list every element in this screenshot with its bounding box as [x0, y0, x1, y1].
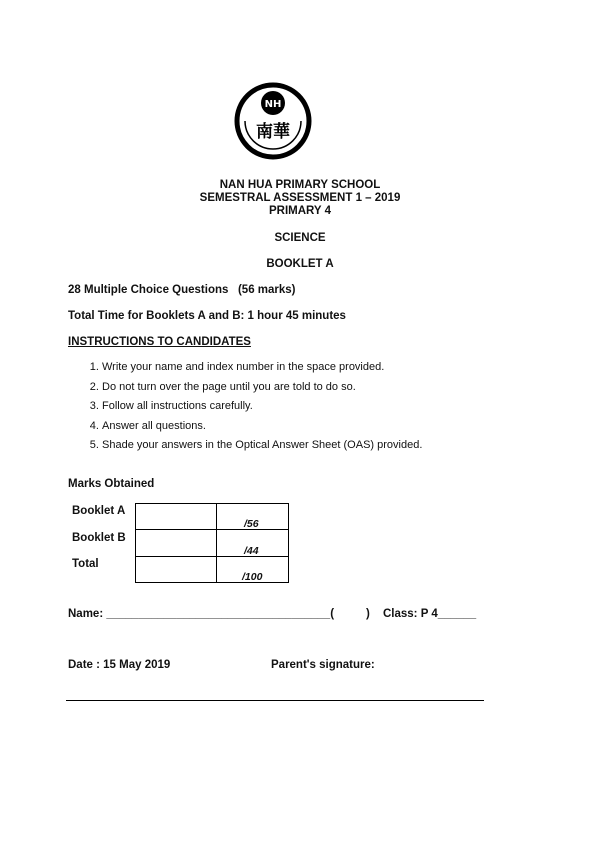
marks-heading: Marks Obtained [68, 478, 155, 490]
logo-letters: NH [264, 99, 282, 110]
level: PRIMARY 4 [269, 205, 331, 217]
row-label-total: Total [72, 558, 99, 570]
class-field: Class: P 4______ [383, 608, 477, 620]
marks-table [135, 503, 289, 583]
parent-signature-label: Parent's signature: [271, 659, 375, 671]
row-label-booklet-a: Booklet A [72, 505, 126, 517]
logo-characters: 南華 [256, 122, 290, 142]
school-name: NAN HUA PRIMARY SCHOOL [219, 179, 381, 191]
subject: SCIENCE [274, 232, 326, 244]
name-field: Name: ___________________________________( ) [68, 608, 370, 620]
booklet-a-total: /56 [244, 518, 259, 530]
signature-line [66, 700, 484, 701]
assessment-title: SEMESTRAL ASSESSMENT 1 – 2019 [199, 192, 401, 204]
time-allowed: Total Time for Booklets A and B: 1 hour 45 minutes [68, 310, 346, 322]
instructions-list [85, 360, 422, 458]
assessment-date: Date : 15 May 2019 [68, 659, 171, 671]
booklet-title: BOOKLET A [266, 258, 334, 270]
question-count: 28 Multiple Choice Questions (56 marks) [68, 284, 296, 296]
instruction-item: 2. Do not turn over the page until you are told to do so. [102, 380, 422, 400]
instruction-item: 3. Follow all instructions carefully. [102, 399, 422, 419]
instruction-item: 4. Answer all questions. [102, 419, 422, 439]
overall-total: /100 [242, 571, 263, 583]
booklet-b-total: /44 [244, 545, 259, 557]
row-label-booklet-b: Booklet B [72, 532, 126, 544]
school-logo [234, 82, 312, 160]
instruction-item: 5. Shade your answers in the Optical Answer Sheet (OAS) provided. [102, 438, 422, 458]
instructions-heading: INSTRUCTIONS TO CANDIDATES [68, 336, 251, 348]
instruction-item: 1. Write your name and index number in the space provided. [102, 360, 422, 380]
